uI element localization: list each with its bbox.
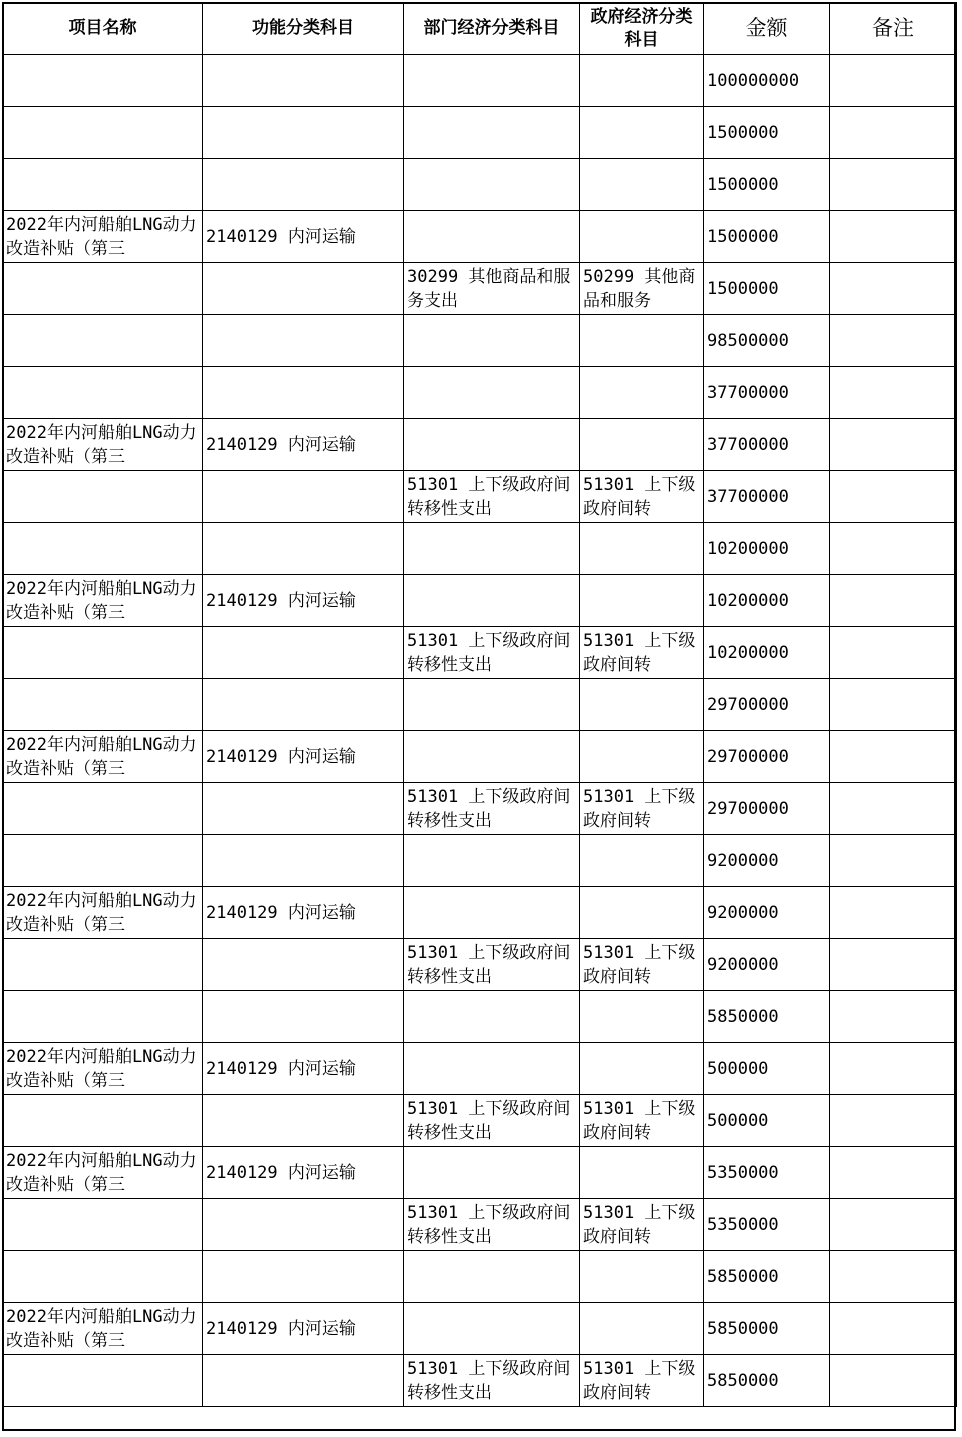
cell-functional-category-text: 2140129 内河运输 — [206, 1318, 356, 1339]
cell-functional-category-text: 2140129 内河运输 — [206, 590, 356, 611]
header-dept-economic-category: 部门经济分类科目 — [404, 3, 580, 55]
cell-amount-text: 9200000 — [707, 902, 779, 923]
cell-dept-economic-category-text: 51301 上下级政府间转移性支出 — [407, 1202, 571, 1247]
cell-dept-economic-category-text: 51301 上下级政府间转移性支出 — [407, 786, 571, 831]
cell-amount-text: 9200000 — [707, 850, 779, 871]
cell-gov-economic-category-text: 50299 其他商品和服务 — [583, 266, 696, 311]
cell-amount-text: 1500000 — [707, 278, 779, 299]
cell-dept-economic-category-text: 51301 上下级政府间转移性支出 — [407, 942, 571, 987]
cell-functional-category-text: 2140129 内河运输 — [206, 902, 356, 923]
cell-amount-text: 10200000 — [707, 538, 789, 559]
cell-amount-text: 1500000 — [707, 122, 779, 143]
header-functional-category: 功能分类科目 — [203, 3, 404, 55]
cell-amount-text: 29700000 — [707, 694, 789, 715]
cell-amount-text: 9200000 — [707, 954, 779, 975]
cell-amount-text: 37700000 — [707, 434, 789, 455]
cell-amount-text: 5850000 — [707, 1370, 779, 1391]
cell-functional-category-text: 2140129 内河运输 — [206, 746, 356, 767]
cell-gov-economic-category-text: 51301 上下级政府间转 — [583, 1202, 696, 1247]
cell-gov-economic-category-text: 51301 上下级政府间转 — [583, 942, 696, 987]
cell-dept-economic-category-text: 51301 上下级政府间转移性支出 — [407, 1098, 571, 1143]
header-project-name: 项目名称 — [3, 3, 203, 55]
cell-gov-economic-category-text: 51301 上下级政府间转 — [583, 1098, 696, 1143]
cell-functional-category-text: 2140129 内河运输 — [206, 226, 356, 247]
cell-dept-economic-category-text: 51301 上下级政府间转移性支出 — [407, 474, 571, 519]
cell-amount-text: 500000 — [707, 1110, 769, 1131]
cell-functional-category-text: 2140129 内河运输 — [206, 1058, 356, 1079]
cell-amount-text: 10200000 — [707, 590, 789, 611]
cell-amount-text: 98500000 — [707, 330, 789, 351]
cell-gov-economic-category-text: 51301 上下级政府间转 — [583, 1358, 696, 1403]
table-outer-border — [2, 2, 956, 1431]
cell-dept-economic-category-text: 30299 其他商品和服务支出 — [407, 266, 571, 311]
cell-project-name-text: 2022年内河船舶LNG动力改造补贴（第三 — [6, 734, 197, 779]
cell-project-name-text: 2022年内河船舶LNG动力改造补贴（第三 — [6, 1306, 197, 1351]
cell-amount-text: 37700000 — [707, 382, 789, 403]
cell-amount-text: 500000 — [707, 1058, 769, 1079]
cell-functional-category-text: 2140129 内河运输 — [206, 1162, 356, 1183]
cell-dept-economic-category-text: 51301 上下级政府间转移性支出 — [407, 1358, 571, 1403]
cell-amount-text: 10200000 — [707, 642, 789, 663]
cell-project-name-text: 2022年内河船舶LNG动力改造补贴（第三 — [6, 1150, 197, 1195]
header-remark: 备注 — [830, 3, 957, 55]
cell-amount-text: 1500000 — [707, 174, 779, 195]
cell-amount-text: 5350000 — [707, 1162, 779, 1183]
cell-dept-economic-category-text: 51301 上下级政府间转移性支出 — [407, 630, 571, 675]
cell-project-name-text: 2022年内河船舶LNG动力改造补贴（第三 — [6, 1046, 197, 1091]
header-gov-economic-category: 政府经济分类科目 — [580, 3, 704, 55]
cell-project-name-text: 2022年内河船舶LNG动力改造补贴（第三 — [6, 578, 197, 623]
cell-gov-economic-category-text: 51301 上下级政府间转 — [583, 786, 696, 831]
cell-amount-text: 5850000 — [707, 1318, 779, 1339]
cell-amount-text: 5850000 — [707, 1006, 779, 1027]
cell-amount-text: 5350000 — [707, 1214, 779, 1235]
cell-project-name-text: 2022年内河船舶LNG动力改造补贴（第三 — [6, 422, 197, 467]
cell-amount-text: 29700000 — [707, 746, 789, 767]
cell-amount-text: 29700000 — [707, 798, 789, 819]
cell-amount-text: 1500000 — [707, 226, 779, 247]
cell-amount-text: 5850000 — [707, 1266, 779, 1287]
cell-project-name-text: 2022年内河船舶LNG动力改造补贴（第三 — [6, 214, 197, 259]
cell-project-name-text: 2022年内河船舶LNG动力改造补贴（第三 — [6, 890, 197, 935]
cell-functional-category-text: 2140129 内河运输 — [206, 434, 356, 455]
cell-gov-economic-category-text: 51301 上下级政府间转 — [583, 474, 696, 519]
cell-gov-economic-category-text: 51301 上下级政府间转 — [583, 630, 696, 675]
cell-amount-text: 37700000 — [707, 486, 789, 507]
header-amount: 金额 — [704, 3, 830, 55]
cell-amount-text: 100000000 — [707, 70, 800, 91]
